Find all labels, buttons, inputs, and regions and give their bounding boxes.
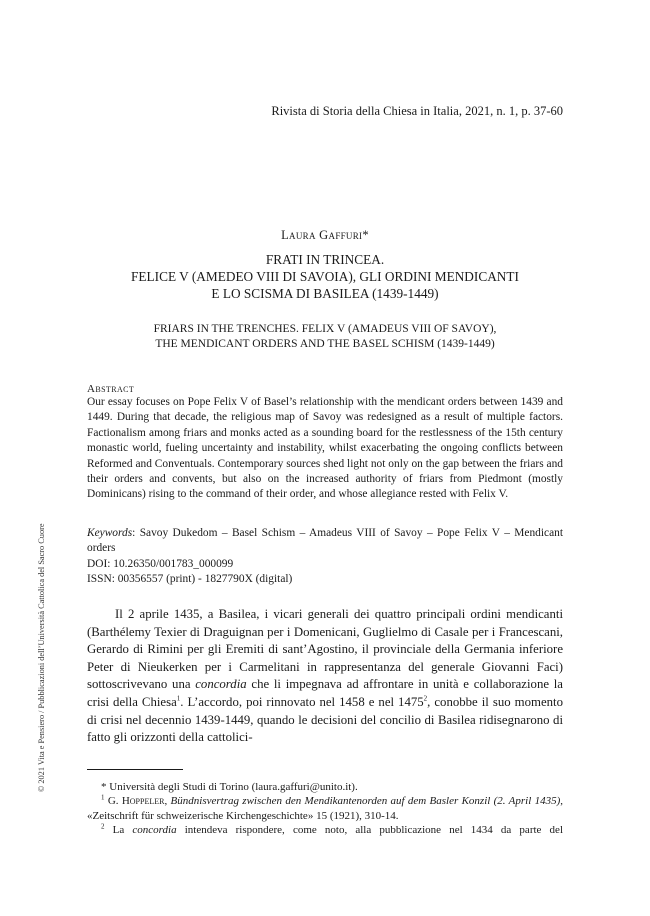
keywords-text: : Savoy Dukedom – Basel Schism – Amadeus VIII of Savoy – Pope Felix V – Mendicant orders [87, 527, 563, 554]
title-it-line-2: FELICE V (AMEDEO VIII DI SAVOIA), GLI ORDINI MENDICANTI [131, 269, 519, 284]
abstract-text: Our essay focuses on Pope Felix V of Basel’s relationship with the mendicant orders between 1439 and 1449. During that decade, the religious map of Savoy was redesigned as a result of multiple factors. Factionalism among friars and monks acted as a sounding board for the restlessness of the 15th century monastic world, fueling uncertainty and instability, whilst exacerbating the ongoing conflicts between Reformed and Conventuals. Contemporary sources shed light not only on the gap between the friars and their orders and convents, but also on the increased authority of friars from Piedmont (mostly Dominicans) rising to the command of their order, and whose allegiance rested with Felix V. [87, 396, 563, 501]
copyright-notice: © 2021 Vita e Pensiero / Pubblicazioni dell’Università Cattolica del Sacro Cuore [37, 523, 46, 792]
footnote-separator [87, 769, 183, 770]
author-name: Laura Gaffuri* [281, 228, 369, 242]
footnote-2-number: 2 [101, 822, 105, 831]
body-text-segment: che li impegnava ad affrontare in unità e collaborazione la crisi della Chiesa [87, 677, 563, 709]
footnote-1-rest: , «Zeitschrift für schweizerische Kirchengeschichte» 15 (1921), 310-14. [87, 795, 564, 822]
journal-reference: Rivista di Storia della Chiesa in Italia, 2021, n. 1, p. 37-60 [271, 104, 563, 118]
footnote-2-text: intendeva rispondere, come noto, alla pubblicazione nel 1434 da parte del [176, 824, 563, 837]
body-text-segment: , conobbe il suo momento di crisi nel decennio 1439-1449, quando le decisioni del concilio di Basilea ridisegnarono di fatto gli orizzonti della cattolici- [87, 694, 563, 745]
issn: ISSN: 00356557 (print) - 1827790X (digital) [87, 572, 293, 585]
footnote-2-text: La [112, 824, 133, 837]
article-title-italian [60, 251, 590, 302]
article-title-english [60, 322, 590, 352]
body-text-segment: Il 2 aprile 1435, a Basilea, i vicari generali dei quattro principali ordini mendicanti (Barthélemy Texier di Draguignan per i Domenicani, Guglielmo di Casale per i Francescani, Gerardo di Rimini per gli Eremiti di sant’Agostino, il provinciale della Germania inferiore Peter di Nieukerken per i Carmelitani in rappresentanza del generale Giovanni Faci) sottoscrivevano una [87, 607, 563, 692]
footnote-affiliation: * Università degli Studi di Torino (laura.gaffuri@unito.it). [101, 781, 358, 793]
title-en-line-2: THE MENDICANT ORDERS AND THE BASEL SCHISM (1439-1449) [155, 338, 495, 350]
keywords-label: Keywords [87, 527, 133, 539]
title-it-line-3: E LO SCISMA DI BASILEA (1439-1449) [211, 286, 439, 301]
abstract-heading: Abstract [87, 383, 135, 395]
footnote-1-number: 1 [101, 793, 105, 802]
footnote-1: $^1$ G. Hoppeler, Bündnisvertrag zwischen den Mendikantenorden auf dem Basler Konzil (2. April 1435), «Zeitschrift für schweizerische Kirchengeschichte» 15 (1921), 310-14. [87, 793, 564, 822]
side-copyright [37, 462, 53, 792]
footnote-ref-2[interactable]: 2 [423, 694, 428, 703]
doi: DOI: 10.26350/001783_000099 [87, 558, 234, 570]
title-en-line-1: FRIARS IN THE TRENCHES. FELIX V (AMADEUS VIII OF SAVOY), [153, 323, 497, 335]
footnote-2-italic: concordia [132, 824, 177, 837]
identifiers [87, 557, 292, 587]
title-it-line-1: FRATI IN TRINCEA. [265, 252, 385, 267]
body-paragraph [87, 606, 563, 747]
footnotes [87, 780, 563, 838]
footnote-ref-1[interactable]: 1 [176, 694, 181, 703]
keywords [87, 526, 563, 556]
footnote-2 [87, 823, 563, 837]
body-italic-concordia: concordia [195, 677, 247, 692]
footnote-1-author: G. Hoppeler [107, 795, 165, 808]
footnote-1-title: Bündnisvertrag zwischen den Mendikantenorden auf dem Basler Konzil (2. April 1435) [170, 795, 561, 808]
body-text-segment: . L’accordo, poi rinnovato nel 1458 e nel 1475 [180, 694, 424, 709]
